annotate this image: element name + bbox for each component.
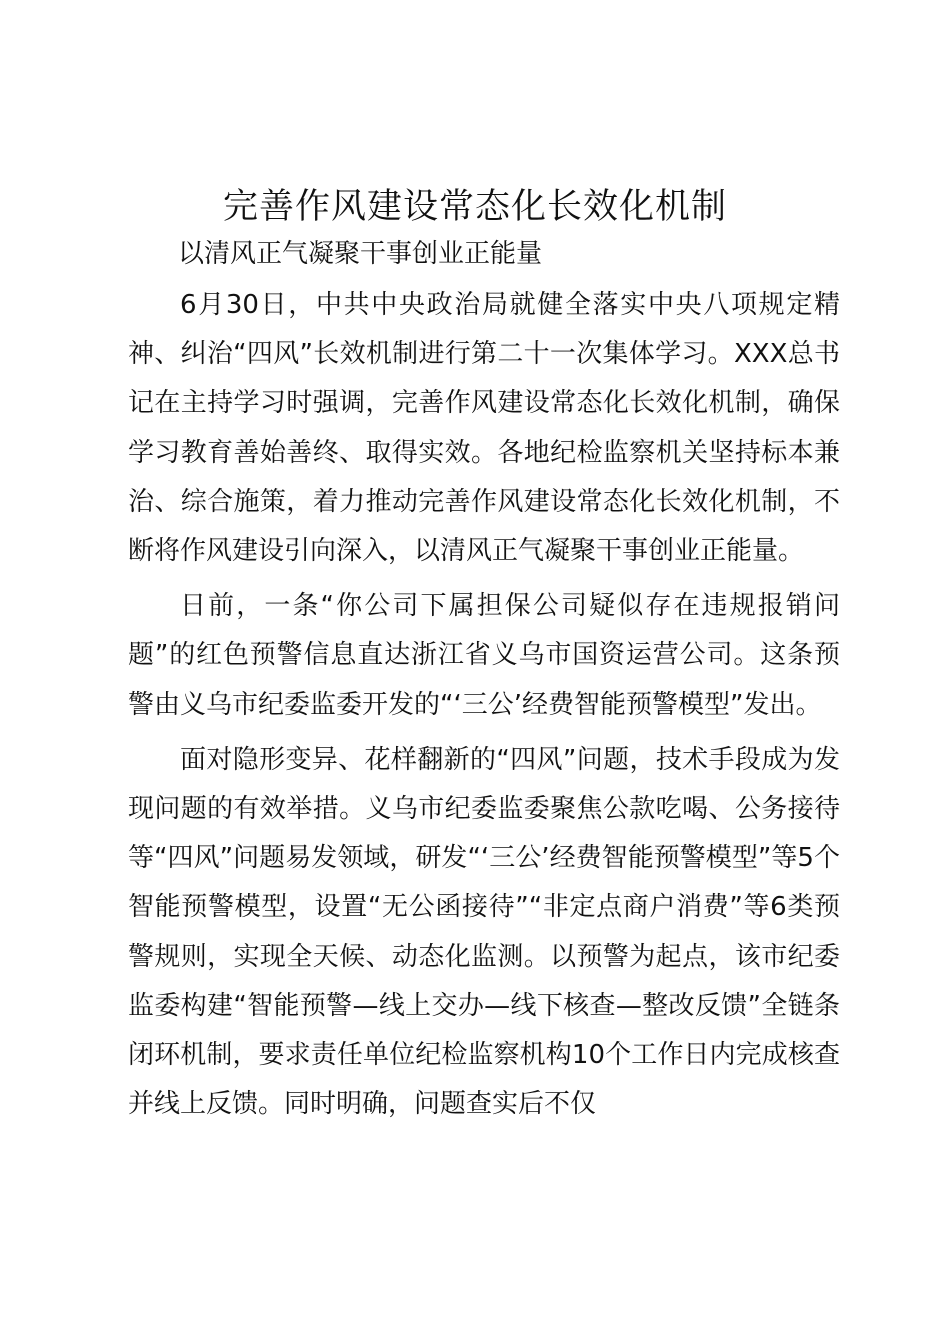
document-body (128, 281, 840, 1135)
paragraph-1: 6月30日，中共中央政治局就健全落实中央八项规定精神、纠治“四风”长效机制进行第二十一次集体学习。XXX总书记在主持学习时强调，完善作风建设常态化长效化机制，确保学习教育善始善终、取得实效。各地纪检监察机关坚持标本兼治、综合施策，着力推动完善作风建设常态化长效化机制，不断将作风建设引向深入，以清风正气凝聚干事创业正能量。 (128, 290, 840, 567)
document-title: 完善作风建设常态化长效化机制 (222, 187, 727, 227)
paragraph-2: 日前，一条“你公司下属担保公司疑似存在违规报销问题”的红色预警信息直达浙江省义乌市国资运营公司。这条预警由义乌市纪委监委开发的“‘三公’经费智能预警模型”发出。 (128, 591, 840, 720)
paragraph-3: 面对隐形变异、花样翻新的“四风”问题，技术手段成为发现问题的有效举措。义乌市纪委监委聚焦公款吃喝、公务接待等“四风”问题易发领域，研发“‘三公’经费智能预警模型”等5个智能预警模型，设置“无公函接待”“非定点商户消费”等6类预警规则，实现全天候、动态化监测。以预警为起点，该市纪委监委构建“智能预警—线上交办—线下核查—整改反馈”全链条闭环机制，要求责任单位纪检监察机构10个工作日内完成核查并线上反馈。同时明确，问题查实后不仅 (128, 744, 840, 1120)
document-subtitle: 以清风正气凝聚干事创业正能量 (178, 239, 543, 269)
